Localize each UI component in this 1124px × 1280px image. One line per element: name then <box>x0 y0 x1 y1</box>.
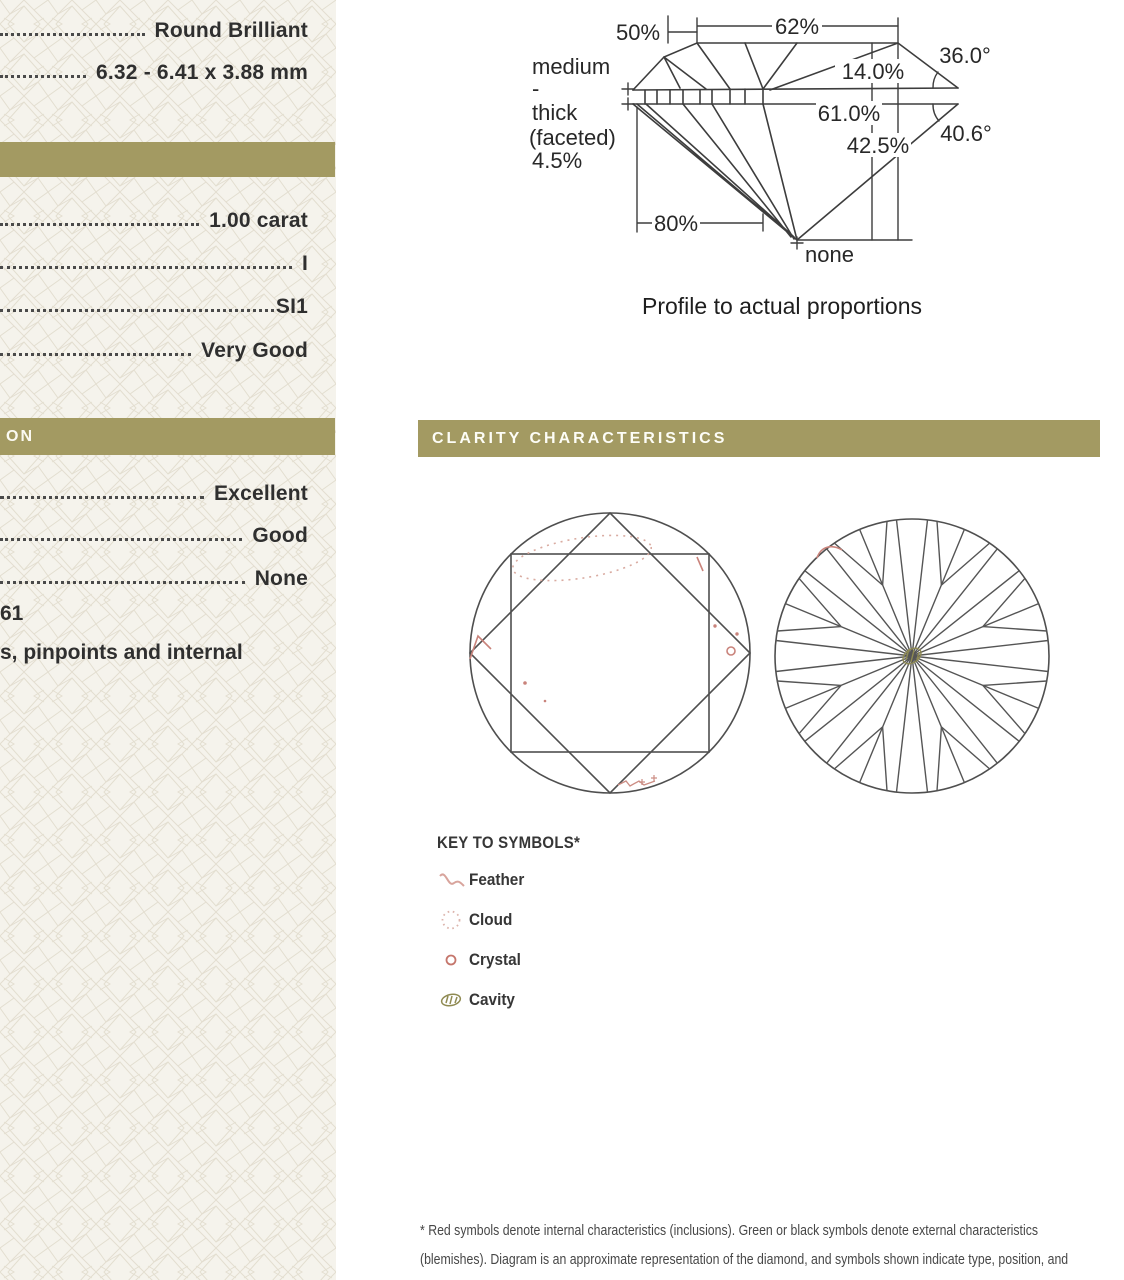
key-row-crystal <box>437 947 600 973</box>
row-polish <box>0 479 336 506</box>
section-bar-additional-information: ON <box>0 418 335 455</box>
cut-value: Very Good <box>201 339 308 362</box>
footnote-line-1: * Red symbols denote internal characteristics (inclusions). Green or black symbols denote external characteristics <box>420 1222 1039 1239</box>
key-label-feather: Feather <box>469 870 525 889</box>
key-row-cloud <box>437 907 600 933</box>
pinpoint-dot <box>544 700 547 703</box>
crown-girdle-circle <box>470 513 750 793</box>
clarity-footnote <box>420 1216 1068 1274</box>
girdle-label-5: 4.5% <box>532 148 583 173</box>
row-fluorescence <box>0 564 336 591</box>
dotted-leader <box>0 353 191 356</box>
key-label-crystal: Crystal <box>469 950 521 969</box>
section-bar-grading <box>0 142 335 177</box>
feather-symbol-top <box>697 557 703 571</box>
feather-symbol-bottom <box>618 781 655 786</box>
row-clarity <box>0 292 336 319</box>
crown-view-plot <box>470 513 750 793</box>
star-length-label: 50% <box>615 20 661 45</box>
dotted-leader <box>0 496 204 499</box>
cloud-icon <box>437 907 469 933</box>
girdle-label-4: (faceted) <box>529 125 616 150</box>
lower-half-label: 80% <box>653 211 699 236</box>
crown-angle-label: 36.0° <box>939 43 991 68</box>
symmetry-value: Good <box>252 524 308 547</box>
footnote-line-2: (blemishes). Diagram is an approximate representation of the diamond, and symbols shown indicate type, position, and <box>420 1251 1069 1268</box>
clarity-value: SI1 <box>275 295 308 318</box>
culet-label: none <box>805 242 854 267</box>
girdle-plus-marks <box>622 83 634 110</box>
pavilion-inclusions <box>817 547 924 667</box>
left-results-panel <box>0 0 336 1280</box>
row-shape <box>0 16 336 43</box>
guilloche-pattern <box>0 0 336 1280</box>
crown-angle-arc <box>933 72 938 88</box>
cavity-symbol-center <box>900 645 924 667</box>
dotted-leader <box>0 75 86 78</box>
crown-height-label: 14.0% <box>841 59 905 84</box>
dim-star <box>668 16 697 43</box>
row-color <box>0 249 336 276</box>
girdle-ticks <box>645 89 763 104</box>
row-cut <box>0 336 336 363</box>
pinpoint-dot <box>735 632 738 635</box>
fluorescence-value: None <box>254 567 308 590</box>
dotted-leader <box>0 538 242 541</box>
key-to-symbols <box>437 833 600 1013</box>
row-measurements <box>0 58 336 85</box>
dotted-leader <box>0 581 245 584</box>
girdle-label-1: medium <box>532 54 611 79</box>
dotted-leader <box>0 309 274 312</box>
shape-value: Round Brilliant <box>154 19 308 42</box>
dotted-leader <box>0 33 145 36</box>
crystal-icon <box>437 947 469 973</box>
key-label-cloud: Cloud <box>469 910 513 929</box>
crown-diamond-facets <box>470 513 750 793</box>
crown-square-facets <box>511 554 709 752</box>
culet-plus-mark <box>791 237 803 249</box>
cavity-icon <box>437 987 469 1013</box>
table-size-label: 62% <box>774 14 820 39</box>
pinpoint-dot <box>523 681 527 685</box>
row-carat <box>0 206 336 233</box>
section-bar-clarity-characteristics: CLARITY CHARACTERISTICS <box>418 420 1100 457</box>
dotted-leader <box>0 223 199 226</box>
text-fragment-1: 61 <box>0 602 24 625</box>
girdle-label-3: thick <box>532 100 578 125</box>
profile-caption: Profile to actual proportions <box>642 293 922 319</box>
carat-value: 1.00 carat <box>209 209 308 232</box>
key-row-cavity <box>437 987 600 1013</box>
crystal-symbol <box>727 647 735 655</box>
polish-value: Excellent <box>213 482 308 505</box>
pavilion-angle-label: 40.6° <box>940 121 992 146</box>
key-row-feather <box>437 867 600 893</box>
row-symmetry <box>0 521 336 548</box>
key-label-cavity: Cavity <box>469 990 515 1009</box>
total-depth-label: 61.0% <box>817 101 881 126</box>
feather-icon <box>437 867 469 893</box>
pavilion-angle-arc <box>933 104 939 121</box>
girdle-label-2: - <box>532 76 540 101</box>
key-title: KEY TO SYMBOLS* <box>437 833 581 852</box>
pavilion-depth-label: 42.5% <box>846 133 910 158</box>
pinpoint-dot <box>713 624 716 627</box>
measurements-value: 6.32 - 6.41 x 3.88 mm <box>95 61 308 84</box>
text-fragment-2: s, pinpoints and internal <box>0 641 243 664</box>
color-value: I <box>301 252 308 275</box>
girdle-lines <box>633 88 958 104</box>
dotted-leader <box>0 266 292 269</box>
